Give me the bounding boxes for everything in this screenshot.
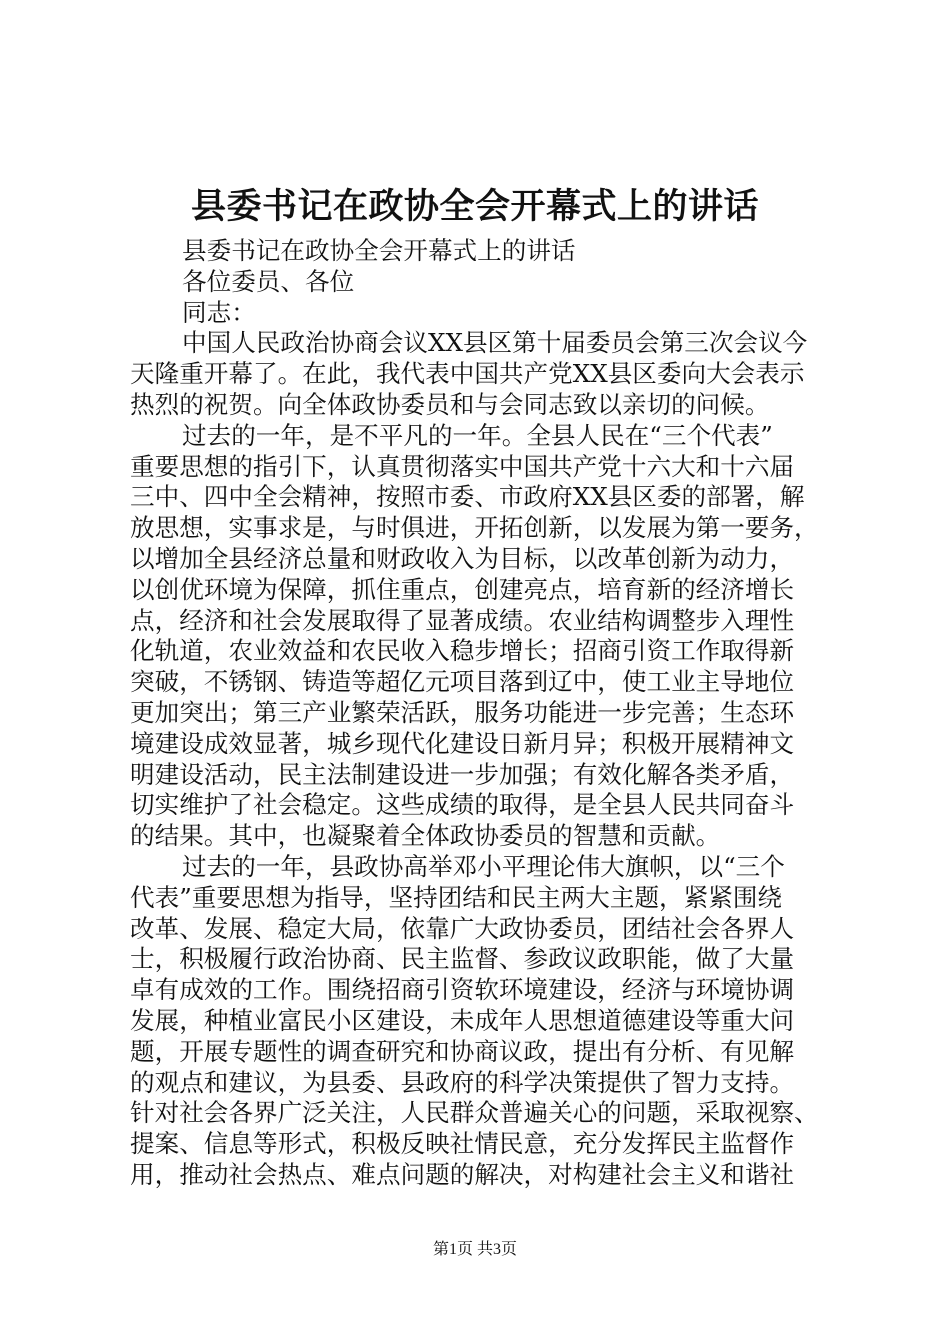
text-line: 切实维护了社会稳定。这些成绩的取得，是全县人民共同奋斗 — [130, 790, 795, 820]
text-line: 点，经济和社会发展取得了显著成绩。农业结构调整步入理性 — [130, 605, 795, 635]
text-line: 明建设活动，民主法制建设进一步加强；有效化解各类矛盾， — [130, 759, 795, 789]
text-line: 各位委员、各位 — [182, 266, 355, 296]
text-line: 化轨道，农业效益和农民收入稳步增长；招商引资工作取得新 — [130, 636, 795, 666]
text-line: 同志： — [182, 297, 256, 327]
text-line: 天隆重开幕了。在此，我代表中国共产党XX县区委向大会表示 — [130, 359, 805, 389]
text-line: 热烈的祝贺。向全体政协委员和与会同志致以亲切的问候。 — [130, 389, 770, 419]
text-line: 县委书记在政协全会开幕式上的讲话 — [182, 236, 576, 265]
text-line: 以创优环境为保障，抓住重点，创建亮点，培育新的经济增长 — [130, 574, 795, 604]
text-line: 题，开展专题性的调查研究和协商议政，提出有分析、有见解 — [130, 1036, 795, 1066]
document-body — [130, 236, 830, 1191]
text-line: 三中、四中全会精神，按照市委、市政府XX县区委的部署，解 — [130, 482, 805, 512]
text-line: 改革、发展、稳定大局，依靠广大政协委员，团结社会各界人 — [130, 913, 795, 943]
text-line: 中国人民政治协商会议XX县区第十届委员会第三次会议今 — [182, 328, 808, 358]
text-line: 境建设成效显著，城乡现代化建设日新月异；积极开展精神文 — [130, 728, 795, 758]
text-line: 士，积极履行政治协商、民主监督、参政议政职能，做了大量 — [130, 944, 795, 974]
text-line: 的结果。其中，也凝聚着全体政协委员的智慧和贡献。 — [130, 821, 721, 851]
text-line: 卓有成效的工作。围绕招商引资软环境建设，经济与环境协调 — [130, 975, 795, 1005]
text-line: 突破，不锈钢、铸造等超亿元项目落到辽中，使工业主导地位 — [130, 667, 795, 697]
text-line: 放思想，实事求是，与时俱进，开拓创新，以发展为第一要务， — [130, 513, 819, 543]
text-line: 代表”重要思想为指导，坚持团结和民主两大主题，紧紧围绕 — [130, 882, 783, 912]
text-line: 提案、信息等形式，积极反映社情民意，充分发挥民主监督作 — [130, 1129, 795, 1159]
text-line: 更加突出；第三产业繁荣活跃，服务功能进一步完善；生态环 — [130, 697, 795, 727]
text-line: 针对社会各界广泛关注，人民群众普遍关心的问题，采取视察、 — [130, 1098, 819, 1128]
text-line: 过去的一年，县政协高举邓小平理论伟大旗帜，以“三个 — [182, 851, 785, 881]
text-line: 重要思想的指引下，认真贯彻落实中国共产党十六大和十六届 — [130, 451, 795, 481]
text-line: 发展，种植业富民小区建设，未成年人思想道德建设等重大问 — [130, 1005, 795, 1035]
document-title: 县委书记在政协全会开幕式上的讲话 — [190, 186, 759, 227]
page-number-footer: 第1页 共3页 — [432, 1241, 517, 1258]
text-line: 过去的一年，是不平凡的一年。全县人民在“三个代表” — [182, 420, 773, 450]
text-line: 的观点和建议，为县委、县政府的科学决策提供了智力支持。 — [130, 1067, 795, 1097]
text-line: 用，推动社会热点、难点问题的解决，对构建社会主义和谐社 — [130, 1159, 795, 1189]
text-line: 以增加全县经济总量和财政收入为目标，以改革创新为动力， — [130, 543, 795, 573]
